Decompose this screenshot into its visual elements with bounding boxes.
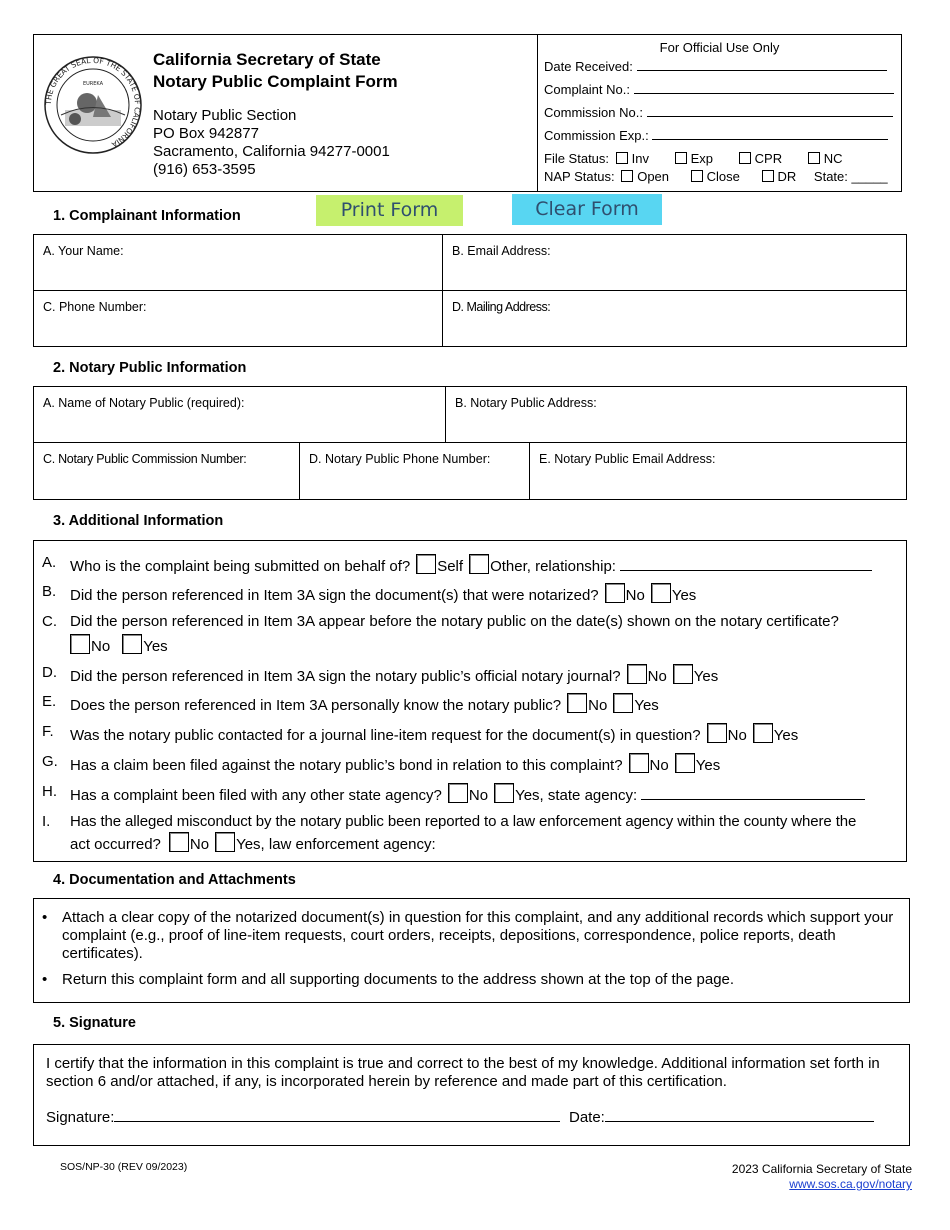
notary-name-cell	[33, 386, 446, 443]
section-name: Notary Public Section	[153, 107, 297, 124]
e-yes-checkbox[interactable]	[613, 693, 633, 713]
complaint-no-row: Complaint No.:	[544, 82, 894, 97]
date-received-field[interactable]	[637, 59, 887, 71]
your-name-label: A. Your Name:	[43, 244, 124, 258]
g-yes-checkbox[interactable]	[675, 753, 695, 773]
i-yes-checkbox[interactable]	[215, 832, 235, 852]
nap-status-close-checkbox[interactable]	[691, 170, 703, 182]
relationship-field[interactable]	[620, 557, 872, 571]
section-3-heading: 3. Additional Information	[53, 513, 224, 529]
file-status-cpr-checkbox[interactable]	[739, 152, 751, 164]
section-1-heading: 1. Complainant Information	[53, 208, 241, 224]
notary-commission-cell	[33, 442, 300, 500]
notary-commission-label: C. Notary Public Commission Number:	[43, 452, 247, 466]
date-row: Date:	[569, 1108, 874, 1126]
mailing-label: D. Mailing Address:	[452, 300, 551, 314]
footer-right	[732, 1162, 912, 1192]
email-cell	[442, 234, 907, 291]
po-box: PO Box 942877	[153, 125, 259, 142]
form-title: Notary Public Complaint Form	[153, 72, 398, 91]
mailing-cell	[442, 290, 907, 347]
section-4-heading: 4. Documentation and Attachments	[53, 872, 296, 888]
file-status-row: File Status: Inv Exp CPR NC	[544, 151, 843, 166]
signature-box	[33, 1044, 910, 1146]
notary-commission-input[interactable]	[40, 471, 293, 493]
notary-phone-input[interactable]	[306, 471, 523, 493]
complaint-no-field[interactable]	[634, 82, 894, 94]
phone-cell	[33, 290, 443, 347]
nap-status-open-checkbox[interactable]	[621, 170, 633, 182]
commission-no-field[interactable]	[647, 105, 893, 117]
state-agency-field[interactable]	[641, 786, 865, 800]
e-no-checkbox[interactable]	[567, 693, 587, 713]
other-checkbox[interactable]	[469, 554, 489, 574]
documentation-box: • Attach a clear copy of the notarized document(s) in question for this complaint, and any additional records which support your complaint (e.g., proof of line-item requests, court orders, receipts, depositions, correspondence, police reports, death certificates). • Return this complaint form and all supporting documents to the address shown at the top of the page.	[33, 898, 910, 1003]
notary-email-cell	[529, 442, 907, 500]
additional-info-box: A. Who is the complaint being submitted on behalf of? Self Other, relationship: B. Did the person referenced in Item 3A sign the document(s) that were notarized? No Yes C. Did the person referenced in Item 3A appear before the notary public on the date(s) shown on the notary certificate? No Yes D. Did the person referenced in Item 3A sign the notary public’s official notary journal? No Yes E. Does the person referenced in Item 3A personally know the notary public? No Yes F. Was the notary public contacted for a journal line-item request for the document(s) in question? No Yes G. Has a claim been filed against the notary public’s bond in relation to this complaint? No Yes H. Has a complaint been filed with any other state agency? No Yes, state agency: I. Has the alleged misconduct by the notary public been reported to a law enforcement agency within the county where the act occurred? No Yes, law enforcement agency:	[33, 540, 907, 862]
email-input[interactable]	[449, 262, 900, 284]
svg-text:EUREKA: EUREKA	[82, 81, 104, 87]
mailing-input[interactable]	[449, 318, 900, 340]
notary-phone-label: D. Notary Public Phone Number:	[309, 452, 491, 466]
phone-input[interactable]	[40, 318, 436, 340]
f-yes-checkbox[interactable]	[753, 723, 773, 743]
commission-exp-row: Commission Exp.:	[544, 128, 888, 143]
phone-line: (916) 653-3595	[153, 161, 256, 178]
d-yes-checkbox[interactable]	[673, 664, 693, 684]
h-no-checkbox[interactable]	[448, 783, 468, 803]
c-no-checkbox[interactable]	[70, 634, 90, 654]
section-2-heading: 2. Notary Public Information	[53, 360, 247, 376]
notary-phone-cell	[299, 442, 530, 500]
date-field[interactable]	[605, 1108, 874, 1122]
nap-status-row: NAP Status: Open Close DR State: _____	[544, 169, 888, 184]
h-yes-checkbox[interactable]	[494, 783, 514, 803]
notary-address-label: B. Notary Public Address:	[455, 396, 597, 410]
notary-website-link[interactable]: www.sos.ca.gov/notary	[789, 1177, 912, 1191]
city-line: Sacramento, California 94277-0001	[153, 143, 390, 160]
seal-text: THE GREAT SEAL OF THE STATE OF CALIFORNIA	[43, 55, 143, 150]
clear-form-button[interactable]: Clear Form	[512, 194, 662, 225]
f-no-checkbox[interactable]	[707, 723, 727, 743]
file-status-inv-checkbox[interactable]	[616, 152, 628, 164]
official-use-title: For Official Use Only	[659, 40, 780, 55]
commission-no-row: Commission No.:	[544, 105, 893, 120]
notary-address-cell	[445, 386, 907, 443]
signature-row: Signature:	[46, 1108, 560, 1126]
notary-address-input[interactable]	[452, 414, 900, 436]
state-field[interactable]: State: _____	[813, 169, 888, 184]
nap-status-dr-checkbox[interactable]	[762, 170, 774, 182]
g-no-checkbox[interactable]	[629, 753, 649, 773]
notary-name-input[interactable]	[40, 414, 439, 436]
signature-field[interactable]	[114, 1108, 560, 1122]
notary-name-label: A. Name of Notary Public (required):	[43, 396, 245, 410]
d-no-checkbox[interactable]	[627, 664, 647, 684]
i-no-checkbox[interactable]	[169, 832, 189, 852]
your-name-cell	[33, 234, 443, 291]
b-no-checkbox[interactable]	[605, 583, 625, 603]
your-name-input[interactable]	[40, 262, 436, 284]
b-yes-checkbox[interactable]	[651, 583, 671, 603]
state-seal-icon	[43, 55, 143, 155]
copyright-text: 2023 California Secretary of State	[731, 1162, 912, 1176]
print-form-button[interactable]: Print Form	[316, 195, 463, 226]
notary-email-label: E. Notary Public Email Address:	[539, 452, 716, 466]
form-agency-title: California Secretary of State	[153, 50, 381, 69]
section-5-heading: 5. Signature	[53, 1015, 136, 1031]
form-id: SOS/NP-30 (REV 09/2023)	[60, 1161, 188, 1173]
date-received-row: Date Received:	[544, 59, 887, 74]
notary-email-input[interactable]	[536, 471, 900, 493]
certification-text: I certify that the information in this complaint is true and correct to the best of my knowledge. Additional information set forth in section 6 and/or attached, if any, is incorporated herein by reference and made part of this certification.	[46, 1055, 880, 1090]
phone-label: C. Phone Number:	[43, 300, 147, 314]
c-yes-checkbox[interactable]	[122, 634, 142, 654]
commission-exp-field[interactable]	[652, 128, 888, 140]
file-status-nc-checkbox[interactable]	[808, 152, 820, 164]
email-label: B. Email Address:	[452, 244, 551, 258]
file-status-exp-checkbox[interactable]	[675, 152, 687, 164]
self-checkbox[interactable]	[416, 554, 436, 574]
